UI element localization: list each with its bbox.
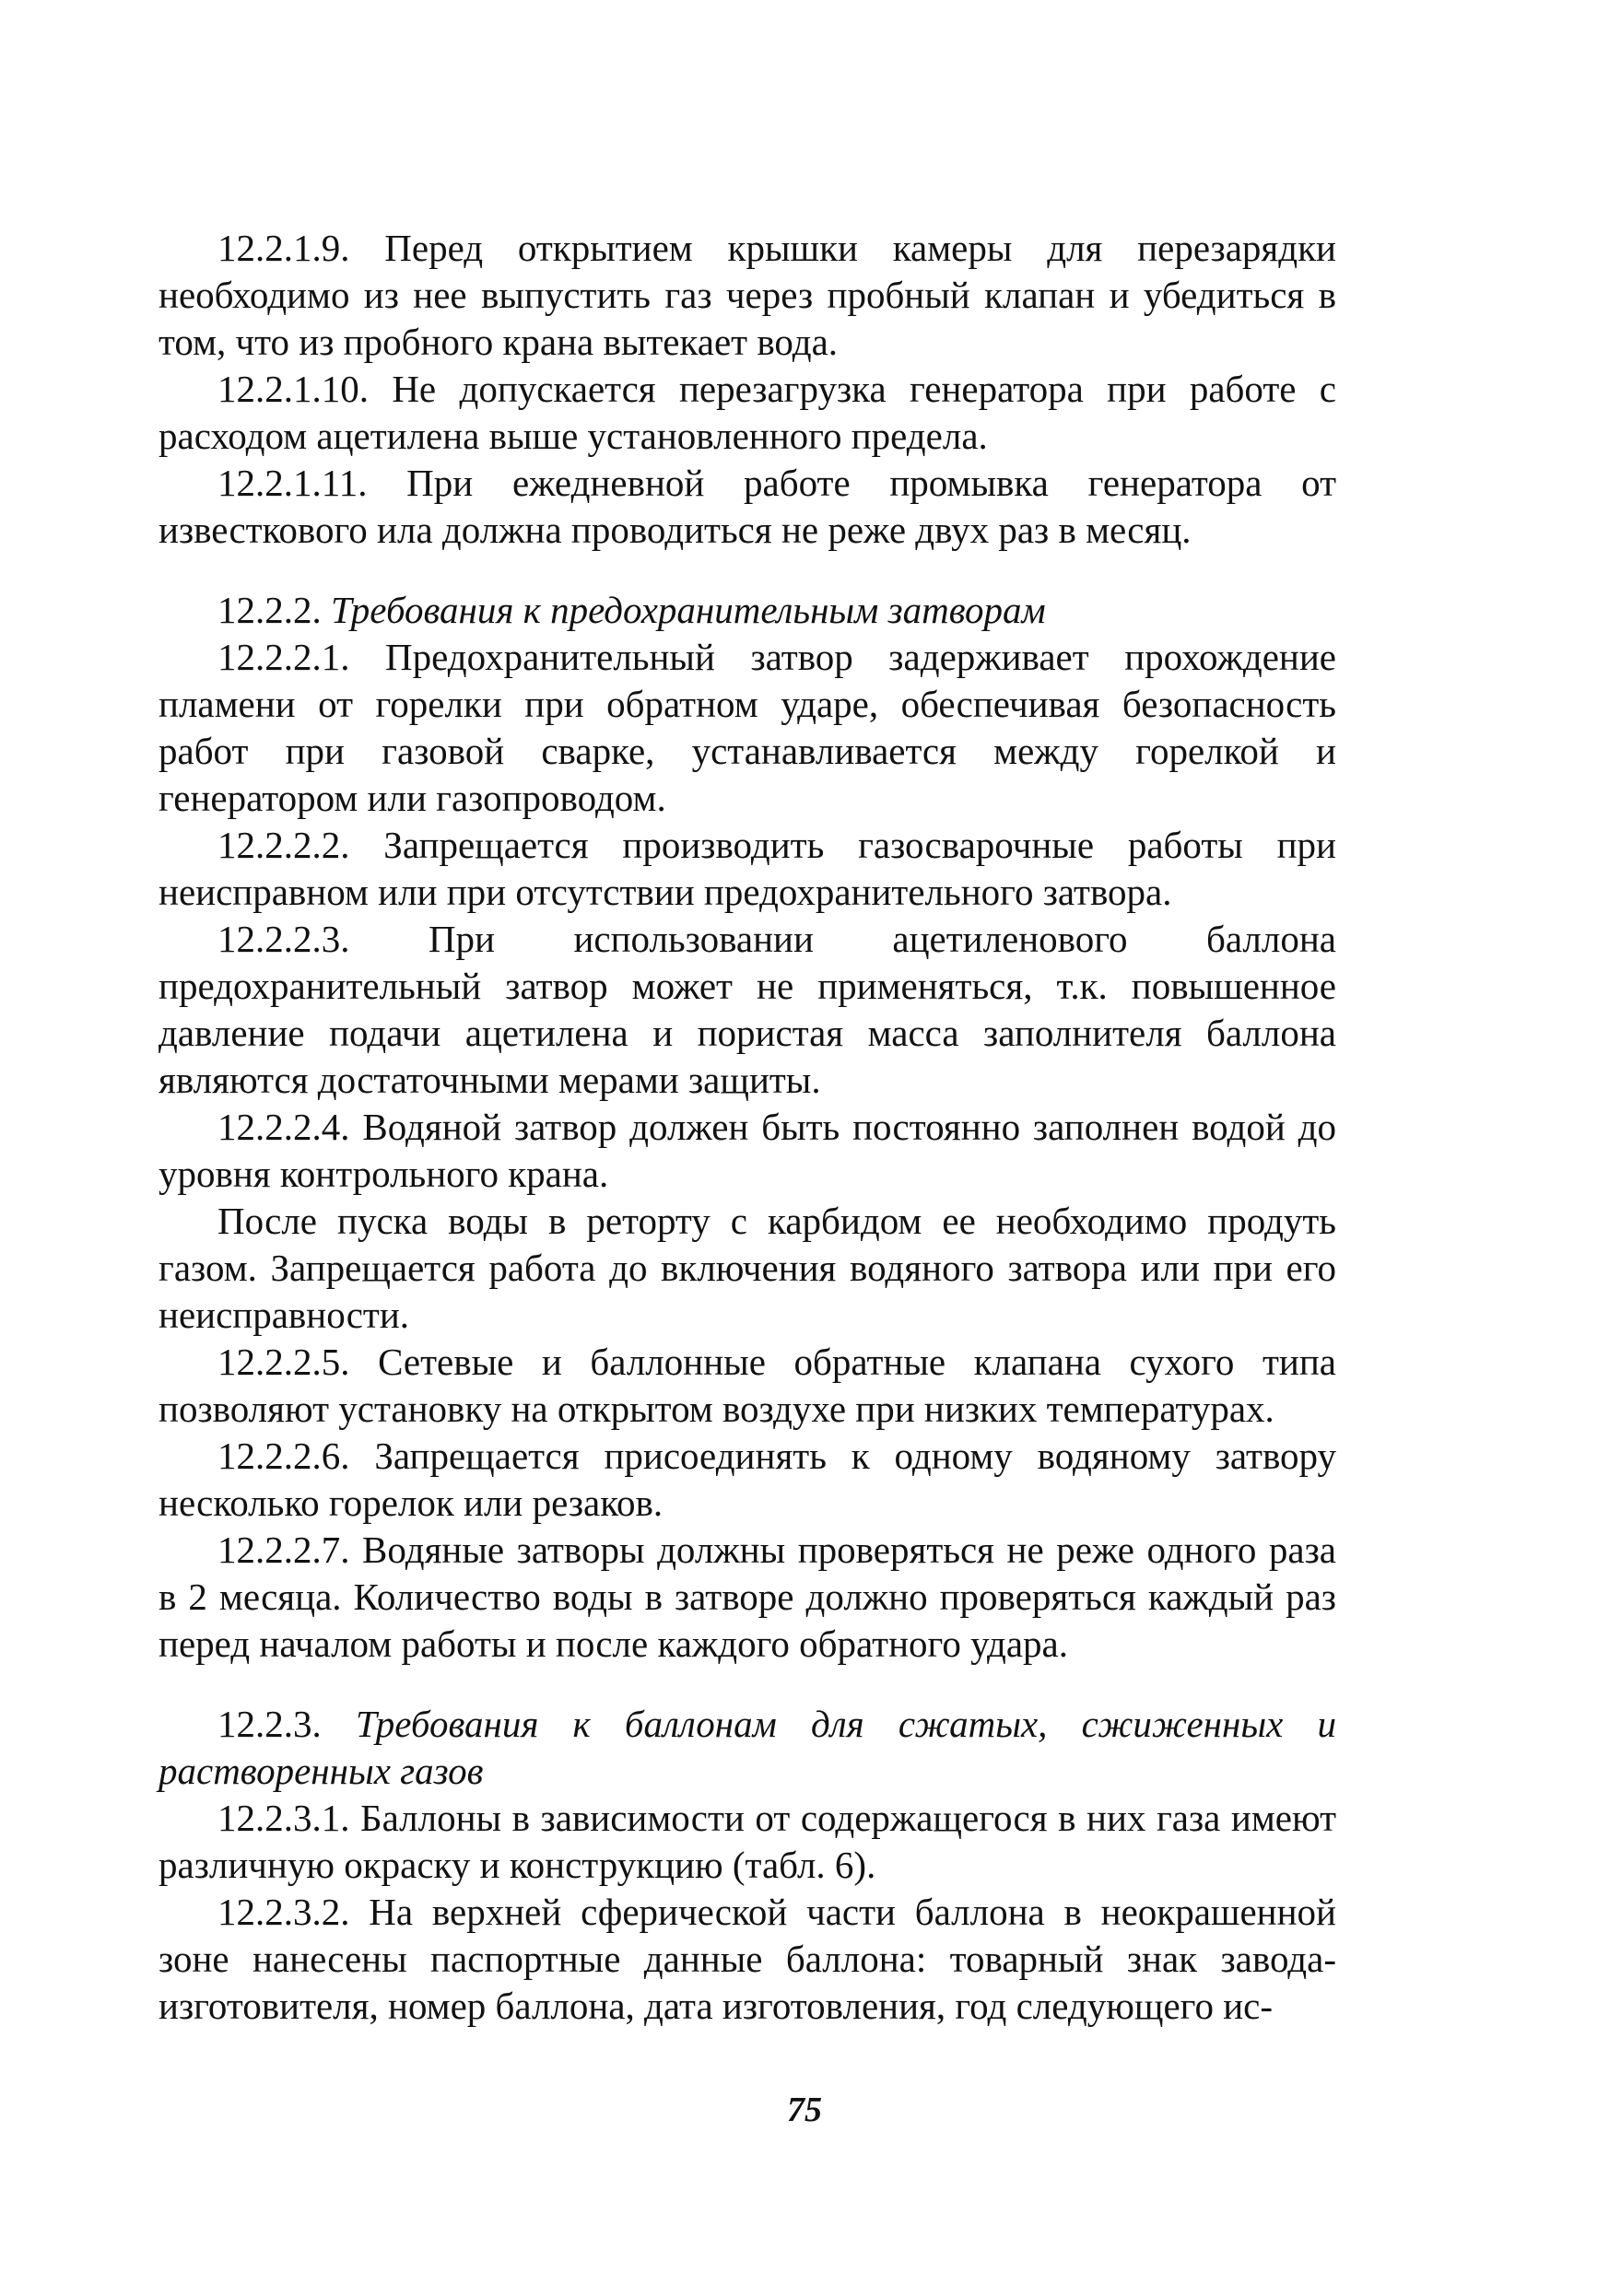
paragraph-12-2-2-3: 12.2.2.3. При использовании ацетиленового баллона предохранительный затвор может не применяться, т.к. повышенное давление подачи ацетилена и пористая масса заполнителя баллона являются достаточными мерами защиты. (159, 918, 1336, 1101)
paragraph-water-start: После пуска воды в реторту с карбидом ее необходимо продуть газом. Запрещается работа до включения водяного затвора или при его неисправности. (159, 1200, 1336, 1336)
body-text (159, 225, 1336, 2030)
paragraph-12-2-2-1: 12.2.2.1. Предохранительный затвор задерживает прохождение пламени от горелки при обратном ударе, обеспечивая безопасность работ при газовой сварке, устанавливается между горелкой и генератором или газопроводом. (159, 636, 1336, 819)
paragraph-12-2-2-7: 12.2.2.7. Водяные затворы должны проверяться не реже одного раза в 2 месяца. Количество воды в затворе должно проверяться каждый раз перед началом работы и после каждого обратного удара. (159, 1529, 1336, 1665)
section-number: 12.2.3. (217, 1703, 322, 1745)
section-spacer (159, 1668, 1336, 1701)
page-number: 75 (787, 2091, 822, 2129)
section-heading-12-2-2 (159, 587, 1336, 634)
paragraph-12-2-1-10: 12.2.1.10. Не допускается перезагрузка генератора при работе с расходом ацетилена выше установленного предела. (159, 368, 1336, 457)
paragraph-12-2-3-2: 12.2.3.2. На верхней сферической части баллона в неокрашенной зоне нанесены паспортные данные баллона: товарный знак завода-изготовителя, номер баллона, дата изготовления, год следующего ис- (159, 1891, 1336, 2027)
paragraph-12-2-1-9: 12.2.1.9. Перед открытием крышки камеры для перезарядки необходимо из нее выпустить газ через пробный клапан и убедиться в том, что из пробного крана вытекает вода. (159, 227, 1336, 363)
paragraph-12-2-3-1: 12.2.3.1. Баллоны в зависимости от содержащегося в них газа имеют различную окраску и конструкцию (табл. 6). (159, 1797, 1336, 1886)
paragraph-12-2-2-5: 12.2.2.5. Сетевые и баллонные обратные клапана сухого типа позволяют установку на открытом воздухе при низких температурах. (159, 1341, 1336, 1430)
section-spacer (159, 554, 1336, 587)
paragraph-12-2-2-4: 12.2.2.4. Водяной затвор должен быть постоянно заполнен водой до уровня контрольного крана. (159, 1106, 1336, 1195)
paragraph-12-2-1-11: 12.2.1.11. При ежедневной работе промывка генератора от известкового ила должна проводиться не реже двух раз в месяц. (159, 462, 1336, 551)
paragraph-12-2-2-2: 12.2.2.2. Запрещается производить газосварочные работы при неисправном или при отсутствии предохранительного затвора. (159, 824, 1336, 913)
section-heading-12-2-3 (159, 1701, 1336, 1795)
paragraph-12-2-2-6: 12.2.2.6. Запрещается присоединять к одному водяному затвору несколько горелок или резаков. (159, 1435, 1336, 1524)
section-title: Требования к предохранительным затворам (331, 589, 1046, 631)
section-title: Требования к баллонам для сжатых, сжиженных и растворенных газов (159, 1703, 1337, 1792)
section-number: 12.2.2. (217, 589, 322, 631)
